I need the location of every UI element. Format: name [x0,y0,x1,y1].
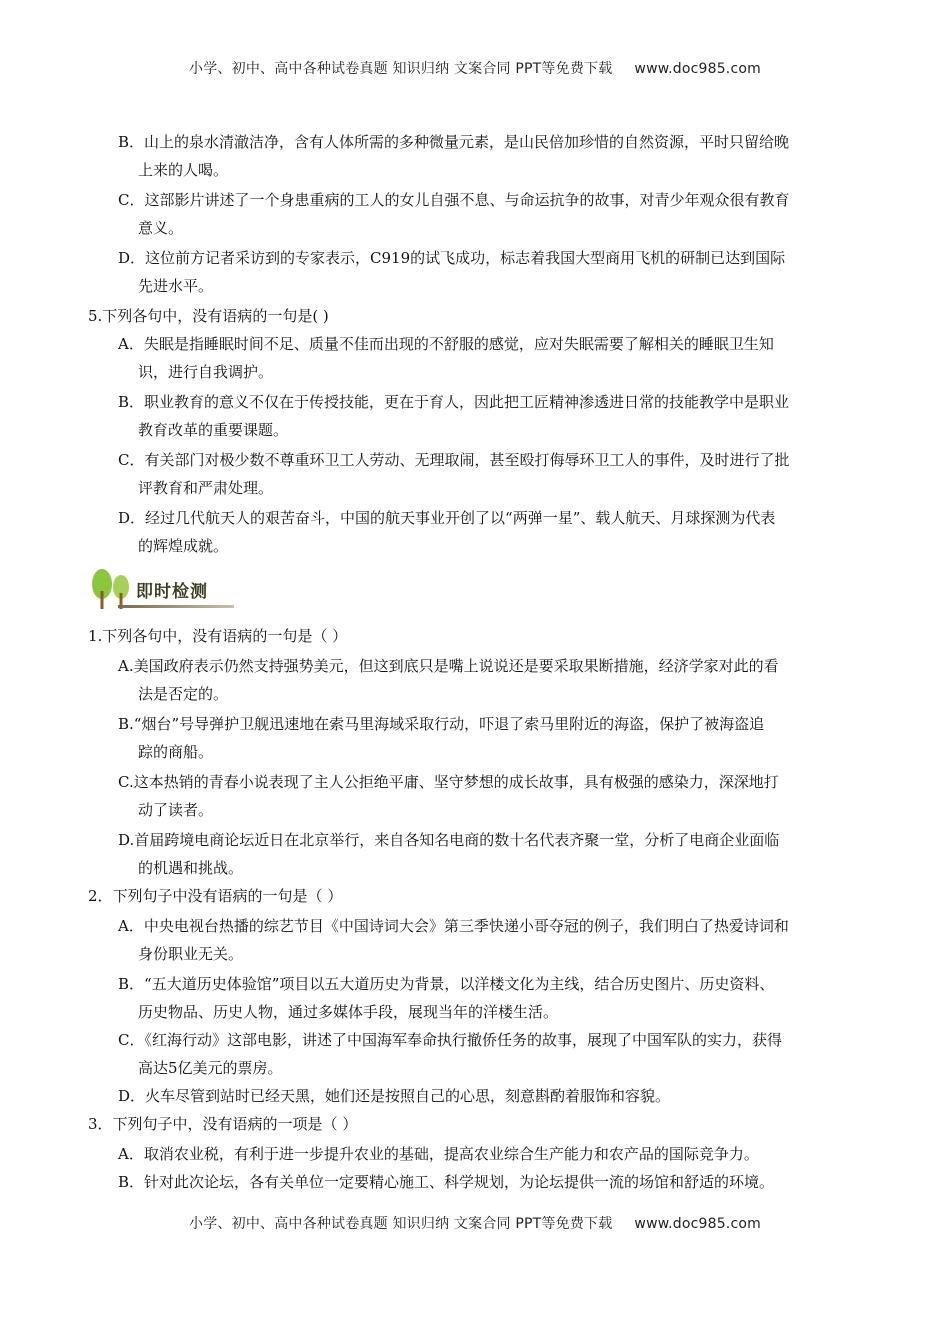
check-question-1-option-c: C.这本热销的青春小说表现了主人公拒绝平庸、坚守梦想的成长故事，具有极强的感染力，深深地打 动了读者。 [118,773,779,819]
check-question-3-stem: 3．下列句子中，没有语病的一项是（ ） [88,1115,358,1133]
option-prev-d: D．这位前方记者采访到的专家表示，C919的试飞成功，标志着我国大型商用飞机的研制已达到国际 先进水平。 [118,249,786,295]
question-5-option-b: B．职业教育的意义不仅在于传授技能，更在于育人，因此把工匠精神渗透进日常的技能教学中是职业 教育改革的重要课题。 [118,393,790,439]
check-question-3-option-b: B．针对此次论坛，各有关单位一定要精心施工、科学规划，为论坛提供一流的场馆和舒适的环境。 [118,1173,775,1191]
check-question-1-option-a: A.美国政府表示仍然支持强势美元，但这到底只是嘴上说说还是要采取果断措施，经济学家对此的看 法是否定的。 [118,657,779,703]
header-url[interactable]: www.doc985.com [634,61,761,77]
section-title: 即时检测 [136,582,208,602]
check-question-2-option-d: D．火车尽管到站时已经天黑，她们还是按照自己的心思，刻意斟酌着服饰和容貌。 [118,1087,671,1105]
check-question-2-option-b: B．“五大道历史体验馆”项目以五大道历史为背景，以洋楼文化为主线，结合历史图片、历史资料、 历史物品、历史人物，通过多媒体手段，展现当年的洋楼生活。 [118,975,775,1021]
check-question-2-option-c: C．《红海行动》这部电影，讲述了中国海军奉命执行撤侨任务的故事，展现了中国军队的实力，获得 高达5亿美元的票房。 [118,1031,782,1077]
check-question-1-option-b: B.“烟台”号导弹护卫舰迅速地在索马里海域采取行动，吓退了索马里附近的海盗，保护了被海盗追 踪的商船。 [118,715,765,761]
check-question-1-stem: 1.下列各句中，没有语病的一句是（ ） [88,627,348,645]
page-header [0,58,950,78]
check-question-2-stem: 2．下列句子中没有语病的一句是（ ） [88,887,343,905]
page-footer [0,1213,950,1233]
question-5-stem: 5.下列各句中，没有语病的一句是( ) [88,307,329,325]
check-question-3-option-a: A．取消农业税，有利于进一步提升农业的基础，提高农业综合生产能力和农产品的国际竞争力。 [118,1145,759,1163]
section-underline [118,605,234,608]
question-5-option-d: D．经过几代航天人的艰苦奋斗，中国的航天事业开创了以“两弹一星”、载人航天、月球探测为代表 的辉煌成就。 [118,509,776,555]
question-5-option-a: A．失眠是指睡眠时间不足、质量不佳而出现的不舒服的感觉，应对失眠需要了解相关的睡眠卫生知 识，进行自我调护。 [118,335,774,381]
check-question-1-option-d: D.首届跨境电商论坛近日在北京举行，来自各知名电商的数十名代表齐聚一堂，分析了电商企业面临 的机遇和挑战。 [118,831,780,877]
footer-text: 小学、初中、高中各种试卷真题 知识归纳 文案合同 PPT等免费下载 [189,1216,613,1232]
option-prev-c: C．这部影片讲述了一个身患重病的工人的女儿自强不息、与命运抗争的故事，对青少年观众很有教育 意义。 [118,191,790,237]
section-banner [88,567,234,611]
check-question-2-option-a: A．中央电视台热播的综艺节目《中国诗词大会》第三季快递小哥夺冠的例子，我们明白了热爱诗词和 身份职业无关。 [118,917,789,963]
question-5-option-c: C．有关部门对极少数不尊重环卫工人劳动、无理取闹，甚至殴打侮辱环卫工人的事件，及时进行了批 评教育和严肃处理。 [118,451,790,497]
option-prev-b: B．山上的泉水清澈洁净，含有人体所需的多种微量元素，是山民倍加珍惜的自然资源，平时只留给晚 上来的人喝。 [118,133,790,179]
footer-url[interactable]: www.doc985.com [634,1216,761,1232]
header-text: 小学、初中、高中各种试卷真题 知识归纳 文案合同 PPT等免费下载 [189,61,613,77]
